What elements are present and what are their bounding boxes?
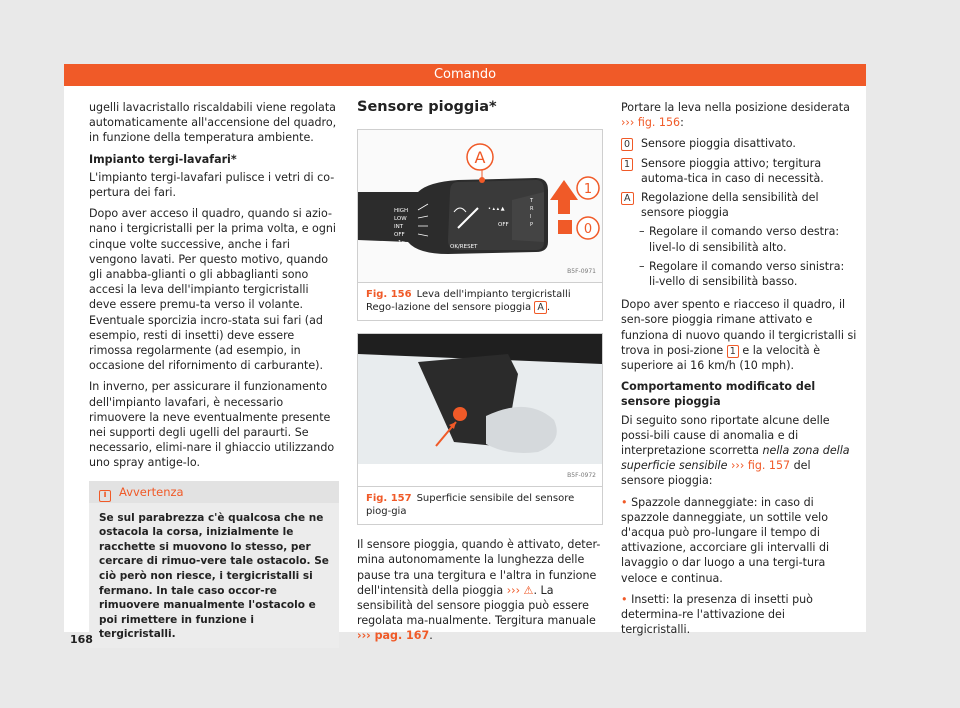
list-item: A Regolazione della sensibilità del sensore pioggia bbox=[621, 190, 857, 220]
figure-label: Fig. 156 bbox=[366, 289, 412, 301]
svg-text:P: P bbox=[530, 222, 534, 229]
warning-triangle-icon: ⚠ bbox=[523, 583, 534, 597]
lever-off: OFF bbox=[394, 232, 405, 239]
section-heading: Comportamento modificato del sensore pioggia bbox=[621, 380, 816, 409]
column-2 bbox=[357, 100, 603, 650]
svg-text:R: R bbox=[530, 206, 534, 213]
wiper-lever-illustration bbox=[358, 130, 602, 282]
figure-link[interactable]: ››› fig. 156 bbox=[621, 116, 681, 130]
list-item: 0 Sensore pioggia disattivato. bbox=[621, 136, 857, 151]
svg-text:I: I bbox=[530, 214, 532, 221]
lever-int: INT bbox=[394, 224, 404, 231]
column-3 bbox=[621, 100, 857, 644]
paragraph: Portare la leva nella posizione desiderata ››› fig. 156: bbox=[621, 101, 850, 130]
wiper-lever-drawing bbox=[358, 130, 602, 282]
column-1 bbox=[89, 100, 339, 648]
caption-text: Superficie sensibile del sensore piog-gia bbox=[366, 493, 575, 518]
lever-trip: T bbox=[530, 198, 534, 205]
paragraph: Di seguito sono riportate alcune delle possi-bili cause di anomalia e di interpretazione scorretta nella zona della superficie sensibile ››› fig. 157 del sensore pioggia: bbox=[621, 413, 850, 488]
warning-title: Avvertenza bbox=[119, 484, 184, 499]
sub-list-item: – Regolare il comando verso destra: livel-lo di sensibilità alto. bbox=[639, 225, 840, 254]
bullet-item: • Insetti: la presenza di insetti può determina-re l'attivazione dei tergicristalli. bbox=[621, 592, 813, 637]
sub-list-item: – Regolare il comando verso sinistra: li-vello di sensibilità basso. bbox=[639, 259, 845, 289]
figure-code: B5F-0971 bbox=[567, 268, 596, 275]
warning-text: Se sul parabrezza c'è qualcosa che ne ostacola la corsa, inizialmente le racchette si muovono lo stesso, per cercare di rimuo-vere tale ostacolo. Se ciò però non riesce, i tergicristalli si fermano. In tale caso occor-re rimuovere manualmente l'ostacolo e poi rimettere in funzione i tergicristalli. bbox=[99, 511, 329, 641]
caption-text: Leva dell'impianto tergicristalli Rego-lazione del sensore pioggia bbox=[366, 289, 571, 314]
figure-caption: Fig. 156 Leva dell'impianto tergicristalli Rego-lazione del sensore pioggia A . bbox=[358, 282, 602, 320]
lever-off-2: OFF bbox=[498, 222, 509, 229]
key-box: 0 bbox=[621, 138, 633, 151]
lever-ok-reset: OK/RESET bbox=[450, 244, 478, 251]
info-icon: i bbox=[99, 490, 111, 502]
ref-a: A bbox=[534, 301, 547, 314]
section-title: Sensore pioggia* bbox=[357, 99, 497, 115]
key-box: 1 bbox=[727, 345, 739, 358]
warning-box bbox=[89, 481, 339, 648]
figure-156 bbox=[357, 129, 603, 321]
page-header: Comando bbox=[64, 64, 866, 86]
paragraph: ugelli lavacristallo riscaldabili viene regolata automaticamente all'accensione del quadro, in funzione della temperatura ambiente. bbox=[89, 101, 337, 145]
warning-header bbox=[89, 481, 339, 503]
figure-caption bbox=[358, 486, 602, 524]
page-number: 168 bbox=[70, 633, 93, 646]
figure-code: B5F-0972 bbox=[567, 472, 596, 479]
figure-157 bbox=[357, 333, 603, 525]
list-item: 1 Sensore pioggia attivo; tergitura automa-tica in caso di necessità. bbox=[621, 156, 857, 186]
bullet-item: • Spazzole danneggiate: in caso di spazzole danneggiate, un sottile velo d'acqua può pro-lungare il tempo di attivazione, accorciare gli intervalli di lavaggio o dar luogo a una tergi-tura veloce e continua. bbox=[621, 495, 830, 585]
page-link[interactable]: ››› pag. 167 bbox=[357, 629, 430, 643]
key-box: A bbox=[621, 192, 634, 205]
lever-low: LOW bbox=[394, 216, 407, 223]
key-box: 1 bbox=[621, 158, 633, 171]
rain-sensor-drawing bbox=[358, 334, 602, 464]
callout-a: A bbox=[474, 148, 486, 168]
callout-1: 1 bbox=[583, 182, 593, 198]
paragraph: In inverno, per assicurare il funzionamento dell'impianto lavafari, è necessario rimuovere la neve eventualmente presente nei supporti degli ugelli del paraurti. Se necessario, elimi-nare il ghiaccio utilizzando uno spray antige-lo. bbox=[89, 380, 335, 470]
figure-label: Fig. 157 bbox=[366, 493, 412, 505]
lever-1x: 1x bbox=[398, 240, 405, 247]
paragraph: Il sensore pioggia, quando è attivato, deter-mina autonomamente la lunghezza delle pause tra una tergitura e l'altra in funzione dell'intensità della pioggia ››› ⚠. La sensibilità del sensore pioggia può essere regolata ma-nualmente. Tergitura manuale ››› pag. 167. bbox=[357, 538, 601, 643]
callout-0: 0 bbox=[583, 222, 593, 238]
link-arrow[interactable]: ››› bbox=[506, 583, 521, 597]
section-heading: Impianto tergi-lavafari* bbox=[89, 152, 237, 166]
rain-drops-icon: • ▴ ▴ ▲ bbox=[488, 206, 505, 213]
rain-sensor-illustration bbox=[358, 334, 602, 486]
paragraph: L'impianto tergi-lavafari pulisce i vetri di co-pertura dei fari. bbox=[89, 170, 335, 200]
paragraph: Dopo aver acceso il quadro, quando si azio-nano i tergicristalli per la prima volta, e ogni cinque volte successive, anche i fari vengono lavati. Per questo motivo, quando gli anabba-glianti o gli abbaglianti sono accesi la leva dell'impianto tergicristalli deve essere premu-ta verso il volante. Eventuale sporcizia incro-stata sui fari (ad esempio, resti di insetti) deve essere rimossa regolarmente (ad esempio, in occasione del rifornimento di carburante). bbox=[89, 207, 336, 373]
lever-high: HIGH bbox=[394, 208, 409, 215]
paragraph: Dopo aver spento e riacceso il quadro, il sen-sore pioggia rimane attivato e funziona di nuovo quando il tergicristalli si trova in posi-zione 1 e la velocità è superiore ai 16 km/h (10 mph). bbox=[621, 298, 857, 373]
figure-link[interactable]: ››› fig. 157 bbox=[731, 459, 791, 473]
